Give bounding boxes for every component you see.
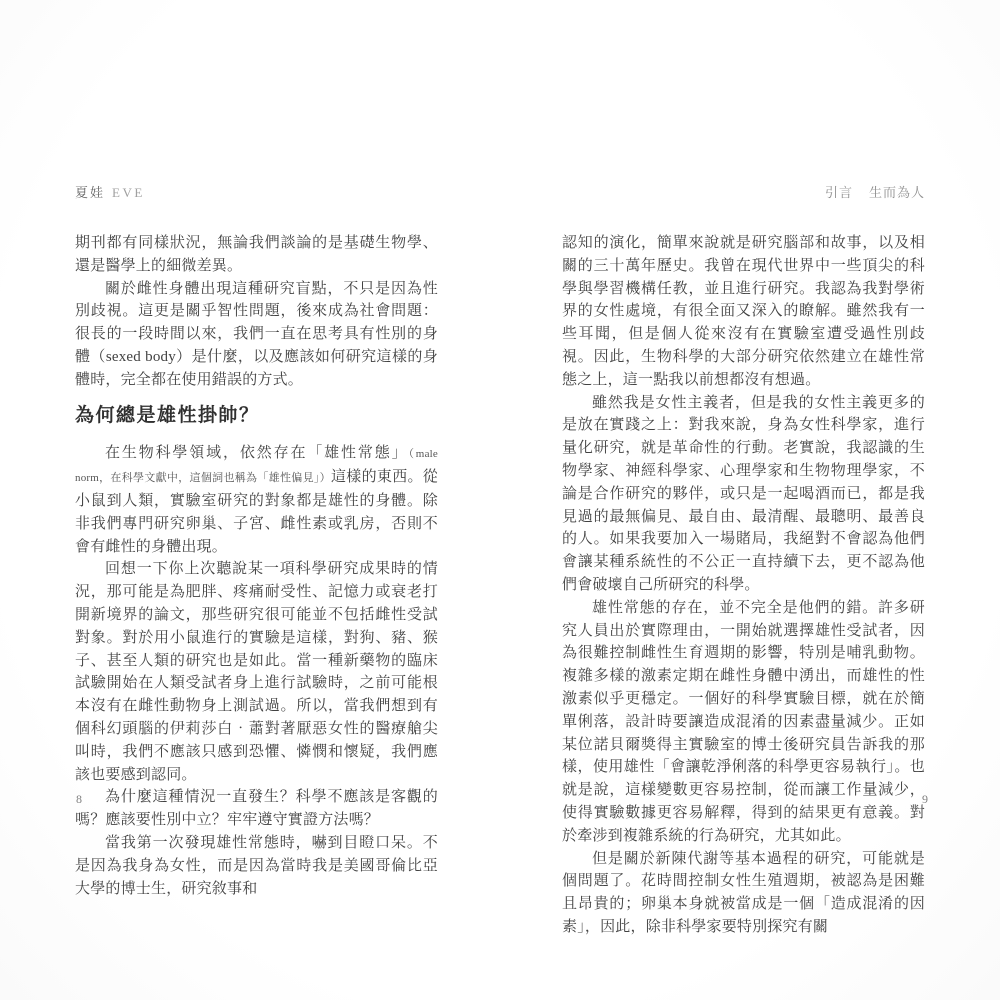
body-paragraph: [562, 597, 925, 848]
text-run: 關於雌性身體出現這種研究盲點，不只是因為性別歧視。這更是關乎智性問題，後來成為社會問題：很長的一段時間以來，我們一直在思考具有性別的身體（sexed body）是什麼，以及應該如何研究這樣的身體時，完全都在使用錯誤的方式。: [75, 280, 438, 388]
right-running-head: [562, 184, 925, 202]
body-paragraph: [75, 558, 438, 786]
left-page-body: [75, 232, 438, 900]
text-run: 期刊都有同樣狀況，無論我們談論的是基礎生物學、還是醫學上的細微差異。: [75, 235, 438, 274]
text-run: 當我第一次發現雄性常態時，嚇到目瞪口呆。不是因為我身為女性，而是因為當時我是美國哥倫比亞大學的博士生，研究敘事和: [75, 834, 438, 897]
right-page-body: [562, 232, 925, 939]
book-title-en: EVE: [112, 185, 145, 200]
body-paragraph: [75, 232, 438, 278]
text-run: 在生物科學領域，依然存在「雄性常態」: [105, 445, 409, 462]
page-number-left: 8: [76, 792, 82, 806]
right-page: [562, 184, 925, 939]
text-run: 認知的演化，簡單來說就是研究腦部和故事，以及相關的三十萬年歷史。我曾在現代世界中一些頂尖的科學與學習機構任教，並且進行研究。我認為我對學術界的女性處境，有很全面又深入的瞭解。雖然我有一些耳聞，但是個人從來沒有在實驗室遭受過性別歧視。因此，生物科學的大部分研究依然建立在雄性常態之上，這一點我以前想都沒有想過。: [562, 235, 925, 388]
text-run: 為什麼這種情況一直發生？科學不應該是客觀的嗎？應該要性別中立？牢牢遵守實證方法嗎？: [75, 789, 438, 829]
left-page: [75, 184, 438, 900]
text-run: 回想一下你上次聽說某一項科學研究成果時的情況，那可能是為肥胖、疼痛耐受性、記憶力或衰老打開新境界的論文，那些研究很可能並不包括雌性受試對象。對於用小鼠進行的實驗是這樣，對狗、豬、猴子、甚至人類的研究也是如此。當一種新藥物的臨床試驗開始在人類受試者身上進行試驗時，之前可能根本沒有在雌性動物身上測試過。所以，當我們想到有個科幻頭腦的伊莉莎白‧蕭對著厭惡女性的醫療艙尖叫時，我們不應該只感到恐懼、憐憫和懷疑，我們應該也要感到認同。: [75, 561, 438, 783]
book-title-zh: 夏娃: [75, 185, 106, 200]
page-number-right: 9: [922, 792, 928, 806]
body-paragraph: [75, 442, 438, 558]
body-paragraph: [75, 278, 438, 392]
section-heading: 為何總是雄性掛帥？: [75, 404, 260, 426]
body-paragraph: [562, 848, 925, 939]
left-running-head: [75, 184, 438, 202]
body-paragraph: [75, 786, 438, 832]
text-run: 但是關於新陳代謝等基本過程的研究，可能就是個問題了。花時間控制女性生殖週期，被認為是困難且昂貴的；卵巢本身就被當成是一個「造成混淆的因素」，因此，除非科學家要特別探究有關: [562, 850, 925, 935]
chapter-section-label: 引言: [824, 185, 853, 200]
text-run: 雄性常態的存在，並不完全是他們的錯。許多研究人員出於實際理由，一開始就選擇雄性受試者，因為很難控制雌性生育週期的影響，特別是哺乳動物。複雜多樣的激素定期在雌性身體中湧出，而雄性的性激素似乎更穩定。一個好的科學實驗目標，就在於簡單俐落，設計時要讓造成混淆的因素盡量減少。正如某位諾貝爾獎得主實驗室的博士後研究員告訴我的那樣，使用雄性「會讓乾淨俐落的科學更容易執行」。也就是說，這樣變數更容易控制，從而讓工作量減少，使得實驗數據更容易解釋，得到的結果更有意義。對於牽涉到複雜系統的行為研究，尤其如此。: [562, 599, 925, 844]
chapter-title: 生而為人: [868, 185, 925, 200]
inline-annotation: （male norm，在科學文獻中，這個詞也稱為「雄性偏見」）: [75, 448, 438, 485]
text-run: 這樣的東西。從小鼠到人類，實驗室研究的對象都是雄性的身體。除非我們專門研究卵巢、子宮、雌性素或乳房，否則不會有雌性的身體出現。: [75, 469, 439, 555]
body-paragraph: [562, 232, 925, 392]
body-paragraph: [562, 392, 925, 597]
text-run: 雖然我是女性主義者，但是我的女性主義更多的是放在實踐之上：對我來說，身為女性科學家，進行量化研究，就是革命性的行動。老實說，我認識的生物學家、神經科學家、心理學家和生物物理學家，不論是合作研究的夥伴，或只是一起喝酒而已，都是我見過的最無偏見、最自由、最清醒、最聰明、最善良的人。如果我要加入一場賭局，我絕對不會認為他們會讓某種系統性的不公正一直持續下去，更不認為他們會破壞自己所研究的科學。: [562, 394, 925, 593]
body-paragraph: [75, 832, 438, 900]
